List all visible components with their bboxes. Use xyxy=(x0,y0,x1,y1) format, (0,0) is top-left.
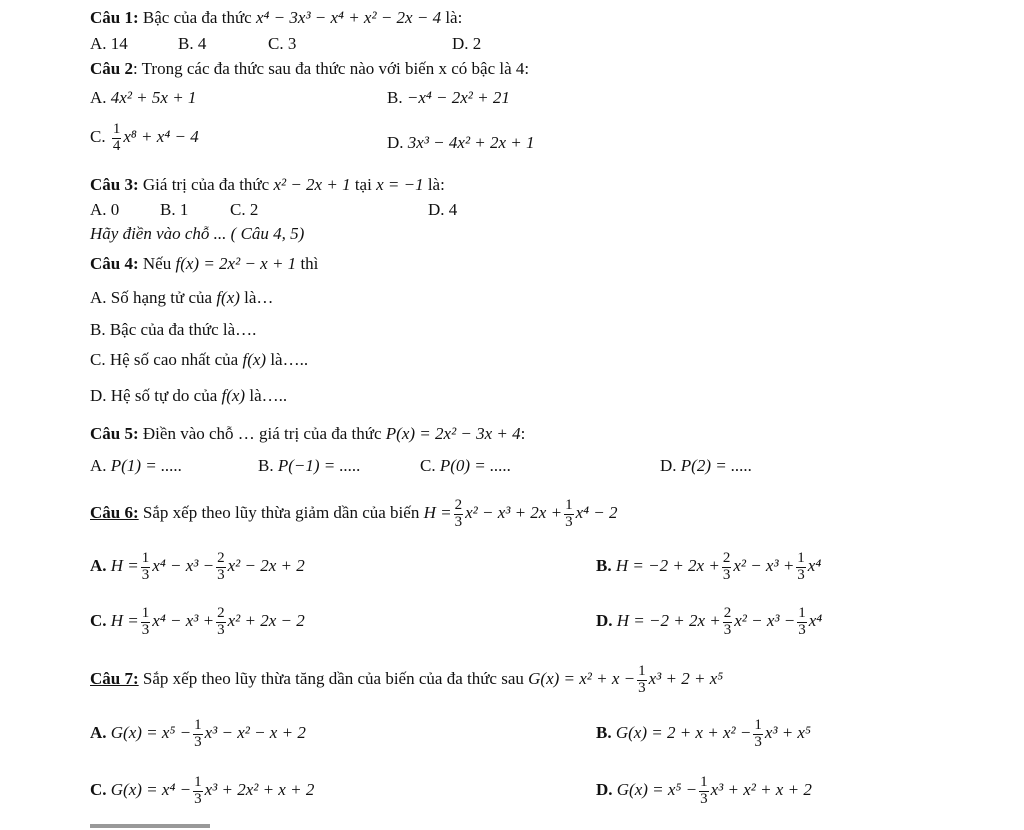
q5-option-b: B. P(−1) = ..... xyxy=(258,456,361,475)
q1-option-d: D. 2 xyxy=(452,34,482,53)
q6-line: Câu 6: Sắp xếp theo lũy thừa giảm dần của biến H = $\frac{2}{3}$ x² − x³ + 2x + $\frac{1}{3}$ x⁴ − 2 xyxy=(90,497,618,530)
instruction: Hãy điền vào chỗ ... ( Câu 4, 5) xyxy=(90,224,305,243)
q4-expr: f(x) = 2x² − x + 1 xyxy=(175,254,297,273)
q5-option-c: C. P(0) = ..... xyxy=(420,456,512,475)
q5-title: Câu 5: xyxy=(90,424,139,443)
q3-tail: là: xyxy=(427,175,445,194)
q3-option-a: A. 0 xyxy=(90,200,120,219)
q2-option-a xyxy=(90,88,196,108)
q6-option-c: C. H = $\frac{1}{3}$ x⁴ − x³ + $\frac{2}{3}$ x² + 2x − 2 xyxy=(90,605,305,638)
q5-text: Điền vào chỗ … giá trị của đa thức xyxy=(142,424,382,443)
q1-line xyxy=(90,8,462,28)
q4-item-c: C. Hệ số cao nhất của f(x) là….. xyxy=(90,350,309,369)
q2-text: : Trong các đa thức sau đa thức nào với biến x có bậc là 4: xyxy=(132,59,530,78)
q2-a-expr: 4x² + 5x + 1 xyxy=(110,88,197,107)
q2-option-b xyxy=(387,88,510,108)
q5-option-d: D. P(2) = ..... xyxy=(660,456,753,475)
q1-title: Câu 1: xyxy=(90,8,139,27)
q3-line xyxy=(90,175,445,195)
q2-c-label: C. xyxy=(90,127,106,147)
q2-title: Câu 2 xyxy=(90,59,133,78)
q5-option-a: A. P(1) = ..... xyxy=(90,456,183,475)
q4-title: Câu 4: xyxy=(90,254,139,273)
q1-expr: x⁴ − 3x³ − x⁴ + x² − 2x − 4 xyxy=(255,8,442,27)
q2-a-label: A. xyxy=(90,88,107,107)
q6-option-b: B. H = −2 + 2x + $\frac{2}{3}$ x² − x³ + $\frac{1}{3}$ x⁴ xyxy=(596,550,822,583)
q6-option-d: D. H = −2 + 2x + $\frac{2}{3}$ x² − x³ − $\frac{1}{3}$ x⁴ xyxy=(596,605,823,638)
q7-option-a: A. G(x) = x⁵ − $\frac{1}{3}$ x³ − x² − x + 2 xyxy=(90,717,306,750)
q2-d-label: D. xyxy=(387,133,404,152)
q4-tail: thì xyxy=(300,254,319,273)
q2-b-expr: −x⁴ − 2x² + 21 xyxy=(406,88,510,107)
q6-text: Sắp xếp theo lũy thừa giảm dần của biến xyxy=(142,503,420,523)
q1-option-a: A. 14 xyxy=(90,34,128,53)
q7-option-b: B. G(x) = 2 + x + x² − $\frac{1}{3}$ x³ + x⁵ xyxy=(596,717,811,750)
q2-line xyxy=(90,59,529,79)
q3-option-b: B. 1 xyxy=(160,200,189,219)
cut-off-text-fragment xyxy=(90,824,210,828)
q3-option-d: D. 4 xyxy=(428,200,458,219)
q4-line xyxy=(90,254,318,274)
q7-option-c: C. G(x) = x⁴ − $\frac{1}{3}$ x³ + 2x² + x + 2 xyxy=(90,774,315,807)
q2-option-c xyxy=(90,122,199,155)
q4-item-a: A. Số hạng tử của f(x) là… xyxy=(90,288,274,307)
q2-d-expr: 3x³ − 4x² + 2x + 1 xyxy=(407,133,535,152)
q5-expr: P(x) = 2x² − 3x + 4 xyxy=(385,424,521,443)
q3-title: Câu 3: xyxy=(90,175,139,194)
q4-item-d: D. Hệ số tự do của f(x) là….. xyxy=(90,386,288,405)
q1-text: Bậc của đa thức xyxy=(142,8,252,27)
q4-text: Nếu xyxy=(142,254,172,273)
q3-at: x = −1 xyxy=(376,175,424,194)
q7-option-d: D. G(x) = x⁵ − $\frac{1}{3}$ x³ + x² + x + 2 xyxy=(596,774,812,807)
q6-title: Câu 6: xyxy=(90,503,139,523)
q1-tail: là: xyxy=(445,8,463,27)
q7-text: Sắp xếp theo lũy thừa tăng dần của biến của đa thức sau xyxy=(142,669,524,689)
q5-line: Câu 5: Điền vào chỗ … giá trị của đa thức P(x) = 2x² − 3x + 4: xyxy=(90,424,526,443)
q6-option-a: A. H = $\frac{1}{3}$ x⁴ − x³ − $\frac{2}{3}$ x² − 2x + 2 xyxy=(90,550,305,583)
q3-expr: x² − 2x + 1 xyxy=(273,175,351,194)
q2-c-fraction: $\frac{1}{4}$ xyxy=(112,121,121,154)
q3-mid: tại xyxy=(354,175,372,194)
q2-b-label: B. xyxy=(387,88,403,107)
q7-line: Câu 7: Sắp xếp theo lũy thừa tăng dần của biến của đa thức sau G(x) = x² + x − $\frac{1}{3}$ x³ + 2 + x⁵ xyxy=(90,663,724,696)
q2-option-d xyxy=(387,133,535,153)
q4-item-b: B. Bậc của đa thức là…. xyxy=(90,320,257,339)
q7-title: Câu 7: xyxy=(90,669,139,689)
q2-c-expr: x⁸ + x⁴ − 4 xyxy=(123,127,199,147)
q3-text: Giá trị của đa thức xyxy=(142,175,270,194)
q3-option-c: C. 2 xyxy=(230,200,259,219)
q1-option-c: C. 3 xyxy=(268,34,297,53)
q1-option-b: B. 4 xyxy=(178,34,207,53)
